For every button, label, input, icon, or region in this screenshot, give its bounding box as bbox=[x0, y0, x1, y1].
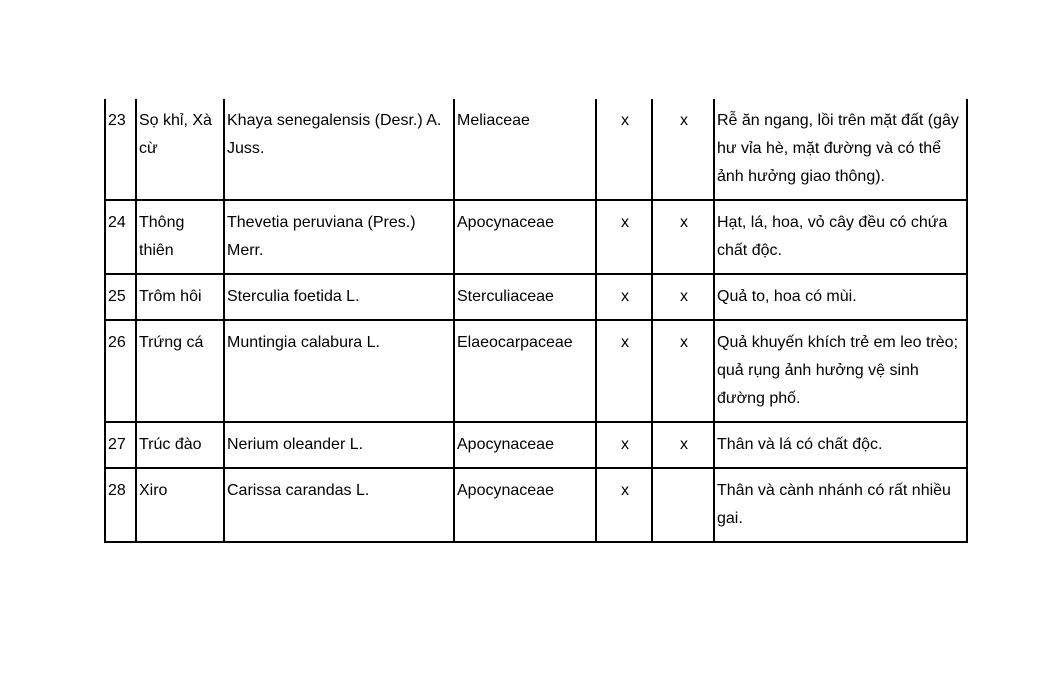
row-number: 26 bbox=[105, 320, 136, 422]
table-row bbox=[105, 320, 967, 422]
note: Quả to, hoa có mùi. bbox=[714, 274, 967, 320]
row-number: 23 bbox=[105, 99, 136, 200]
mark-1: x bbox=[596, 422, 652, 468]
common-name: Sọ khỉ, Xà cừ bbox=[136, 99, 224, 200]
note: Rễ ăn ngang, lồi trên mặt đất (gây hư vỉa hè, mặt đường và có thể ảnh hưởng giao thông). bbox=[714, 99, 967, 200]
scientific-name: Carissa carandas L. bbox=[224, 468, 454, 542]
mark-2: x bbox=[652, 99, 714, 200]
mark-1: x bbox=[596, 468, 652, 542]
row-number: 27 bbox=[105, 422, 136, 468]
mark-2: x bbox=[652, 422, 714, 468]
mark-2 bbox=[652, 468, 714, 542]
mark-1: x bbox=[596, 320, 652, 422]
family-name: Apocynaceae bbox=[454, 200, 596, 274]
mark-2: x bbox=[652, 274, 714, 320]
family-name: Apocynaceae bbox=[454, 468, 596, 542]
common-name: Trứng cá bbox=[136, 320, 224, 422]
row-number: 25 bbox=[105, 274, 136, 320]
note: Quả khuyến khích trẻ em leo trèo; quả rụng ảnh hưởng vệ sinh đường phố. bbox=[714, 320, 967, 422]
row-number: 24 bbox=[105, 200, 136, 274]
mark-2: x bbox=[652, 200, 714, 274]
table-row bbox=[105, 468, 967, 542]
row-number: 28 bbox=[105, 468, 136, 542]
note: Thân và lá có chất độc. bbox=[714, 422, 967, 468]
family-name: Sterculiaceae bbox=[454, 274, 596, 320]
mark-1: x bbox=[596, 274, 652, 320]
note: Thân và cành nhánh có rất nhiều gai. bbox=[714, 468, 967, 542]
family-name: Elaeocarpaceae bbox=[454, 320, 596, 422]
plant-table bbox=[104, 99, 968, 543]
table-row bbox=[105, 274, 967, 320]
common-name: Trôm hôi bbox=[136, 274, 224, 320]
scientific-name: Nerium oleander L. bbox=[224, 422, 454, 468]
common-name: Thông thiên bbox=[136, 200, 224, 274]
mark-1: x bbox=[596, 99, 652, 200]
family-name: Meliaceae bbox=[454, 99, 596, 200]
scientific-name: Muntingia calabura L. bbox=[224, 320, 454, 422]
mark-2: x bbox=[652, 320, 714, 422]
table-row bbox=[105, 99, 967, 200]
common-name: Xiro bbox=[136, 468, 224, 542]
scientific-name: Sterculia foetida L. bbox=[224, 274, 454, 320]
family-name: Apocynaceae bbox=[454, 422, 596, 468]
table-row bbox=[105, 200, 967, 274]
note: Hạt, lá, hoa, vỏ cây đều có chứa chất độc. bbox=[714, 200, 967, 274]
scientific-name: Thevetia peruviana (Pres.) Merr. bbox=[224, 200, 454, 274]
scientific-name: Khaya senegalensis (Desr.) A. Juss. bbox=[224, 99, 454, 200]
mark-1: x bbox=[596, 200, 652, 274]
common-name: Trúc đào bbox=[136, 422, 224, 468]
table-row bbox=[105, 422, 967, 468]
